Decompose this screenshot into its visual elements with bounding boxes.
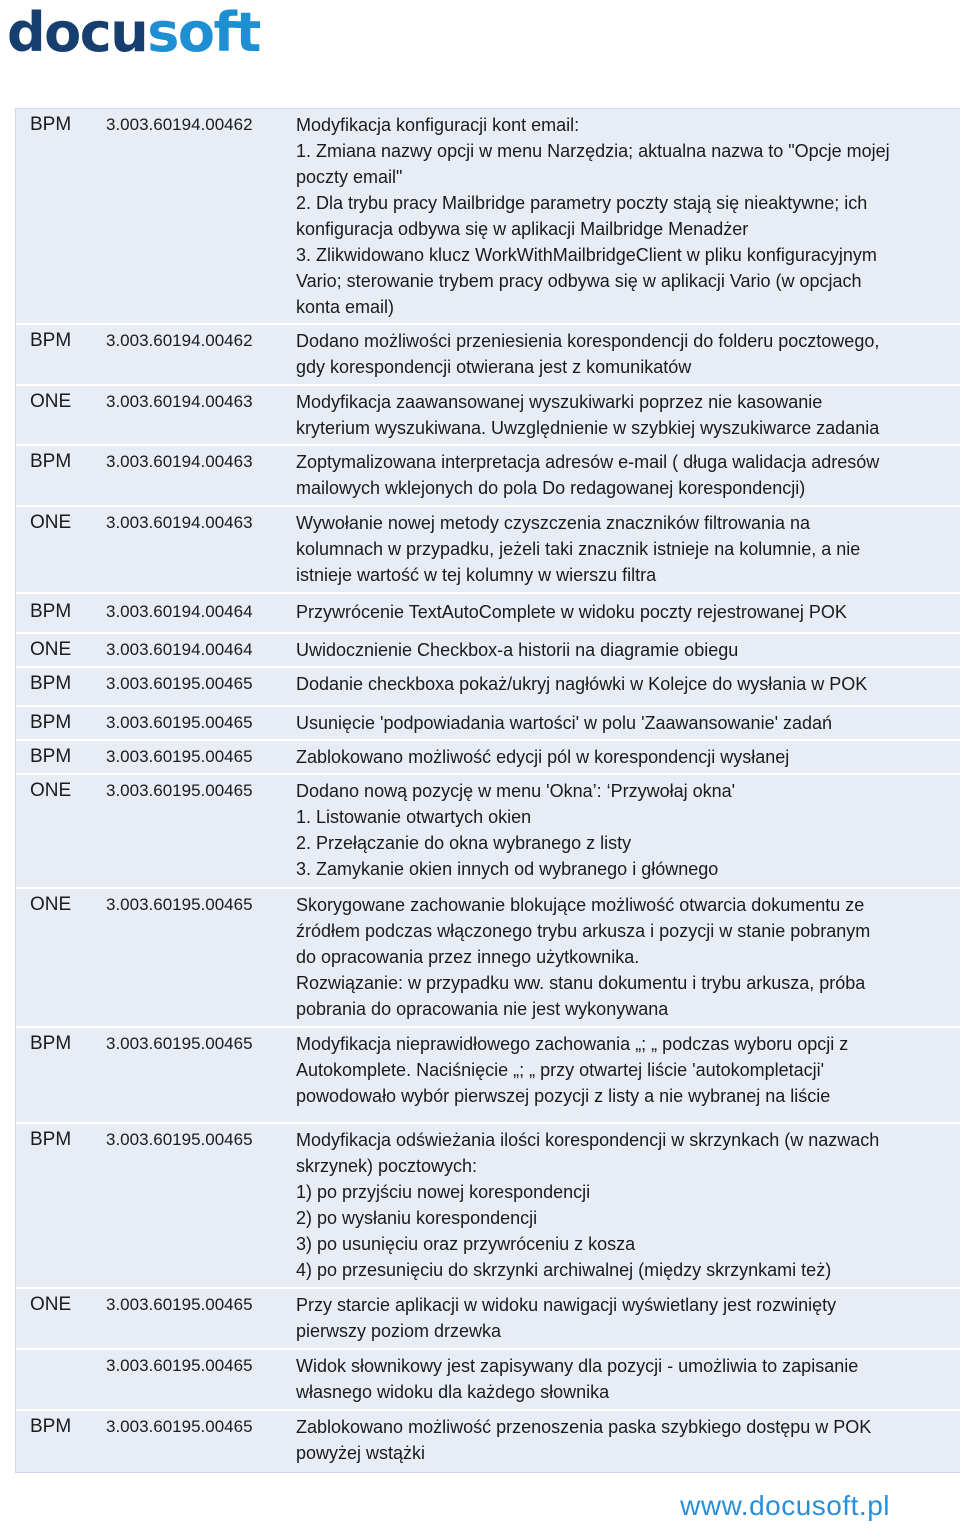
version-cell: 3.003.60194.00463 (106, 386, 296, 444)
version-cell: 3.003.60195.00465 (106, 889, 296, 1026)
product-cell: BPM (16, 707, 106, 739)
product-cell (16, 1350, 106, 1409)
description-line: własnego widoku dla każdego słownika (296, 1382, 610, 1402)
description-cell (296, 446, 960, 505)
table-row (16, 1026, 960, 1122)
description-line: Uwidocznienie Checkbox-a historii na diagramie obiegu (296, 640, 739, 660)
description-cell (296, 889, 960, 1026)
version-cell: 3.003.60194.00463 (106, 507, 296, 592)
product-cell: BPM (16, 741, 106, 773)
table-row (16, 384, 960, 444)
product-cell: BPM (16, 1124, 106, 1287)
table-row (16, 505, 960, 592)
description-line: 4) po przesunięciu do skrzynki archiwalnej (między skrzynkami też) (296, 1260, 832, 1280)
description-line: pobrania do opracowania nie jest wykonywana (296, 999, 669, 1019)
description-cell (296, 1028, 960, 1122)
version-cell: 3.003.60195.00465 (106, 1411, 296, 1472)
description-line: do opracowania przez innego użytkownika. (296, 947, 640, 967)
description-cell (296, 741, 960, 773)
description-line: Skorygowane zachowanie blokujące możliwość otwarcia dokumentu ze (296, 895, 865, 915)
description-line: gdy korespondencji otwierana jest z komunikatów (296, 357, 692, 377)
changelog-table (15, 108, 960, 1473)
version-cell: 3.003.60195.00465 (106, 1124, 296, 1287)
version-cell: 3.003.60195.00465 (106, 775, 296, 887)
description-line: 1. Zmiana nazwy opcji w menu Narzędzia; aktualna nazwa to "Opcje mojej (296, 141, 890, 161)
table-row (16, 666, 960, 705)
description-line: skrzynek) pocztowych: (296, 1156, 478, 1176)
description-line: Modyfikacja konfiguracji kont email: (296, 115, 580, 135)
description-line: 2. Dla trybu pracy Mailbridge parametry poczty stają się nieaktywne; ich (296, 193, 868, 213)
description-line: 1. Listowanie otwartych okien (296, 807, 532, 827)
version-cell: 3.003.60194.00463 (106, 446, 296, 505)
table-row (16, 1122, 960, 1287)
table-row (16, 1287, 960, 1348)
description-line: 3) po usunięciu oraz przywróceniu z kosza (296, 1234, 636, 1254)
description-line: Dodano nową pozycję w menu 'Okna’: ‘Przywołaj okna' (296, 781, 736, 801)
description-line: kolumnach w przypadku, jeżeli taki znacznik istnieje na kolumnie, a nie (296, 539, 861, 559)
description-line: Wywołanie nowej metody czyszczenia znaczników filtrowania na (296, 513, 811, 533)
table-row (16, 592, 960, 632)
description-cell (296, 707, 960, 739)
version-cell: 3.003.60194.00464 (106, 594, 296, 632)
description-line: źródłem podczas włączonego trybu arkusza i pozycji w stanie pobranym (296, 921, 871, 941)
product-cell: ONE (16, 386, 106, 444)
table-row (16, 773, 960, 887)
product-cell: ONE (16, 507, 106, 592)
description-line: konfiguracja odbywa się w aplikacji Mailbridge Menadżer (296, 219, 749, 239)
description-line: powyżej wstążki (296, 1443, 426, 1463)
table-row (16, 887, 960, 1026)
description-line: Rozwiązanie: w przypadku ww. stanu dokumentu i trybu arkusza, próba (296, 973, 866, 993)
table-row (16, 739, 960, 773)
description-line: Modyfikacja zaawansowanej wyszukiwarki poprzez nie kasowanie (296, 392, 823, 412)
product-cell: BPM (16, 1411, 106, 1472)
table-row (16, 444, 960, 505)
product-cell: BPM (16, 325, 106, 384)
docusoft-logo (7, 2, 260, 64)
description-cell (296, 507, 960, 592)
logo-part-soft: soft (147, 1, 260, 64)
product-cell: BPM (16, 446, 106, 505)
description-cell (296, 668, 960, 705)
description-line: 2) po wysłaniu korespondencji (296, 1208, 538, 1228)
description-line: 1) po przyjściu nowej korespondencji (296, 1182, 591, 1202)
version-cell: 3.003.60195.00465 (106, 1028, 296, 1122)
description-line: Vario; sterowanie trybem pracy odbywa się w aplikacji Vario (w opcjach (296, 271, 862, 291)
version-cell: 3.003.60194.00462 (106, 109, 296, 323)
description-cell (296, 386, 960, 444)
description-line: 3. Zlikwidowano klucz WorkWithMailbridgeClient w pliku konfiguracyjnym (296, 245, 877, 265)
description-cell (296, 1289, 960, 1348)
description-cell (296, 1124, 960, 1287)
table-row (16, 1348, 960, 1409)
description-line: 3. Zamykanie okien innych od wybranego i głównego (296, 859, 719, 879)
description-line: 2. Przełączanie do okna wybranego z listy (296, 833, 632, 853)
footer-website-url[interactable]: www.docusoft.pl (680, 1490, 890, 1521)
product-cell: ONE (16, 889, 106, 1026)
product-cell: BPM (16, 1028, 106, 1122)
product-cell: ONE (16, 634, 106, 666)
description-cell (296, 634, 960, 666)
product-cell: ONE (16, 775, 106, 887)
product-cell: BPM (16, 109, 106, 323)
description-line: Modyfikacja odświeżania ilości korespondencji w skrzynkach (w nazwach (296, 1130, 880, 1150)
description-line: Zablokowano możliwość edycji pól w korespondencji wysłanej (296, 747, 790, 767)
description-cell (296, 1350, 960, 1409)
description-line: Przy starcie aplikacji w widoku nawigacji wyświetlany jest rozwinięty (296, 1295, 837, 1315)
version-cell: 3.003.60195.00465 (106, 668, 296, 705)
description-cell (296, 775, 960, 887)
description-cell (296, 109, 960, 323)
table-row (16, 705, 960, 739)
table-row (16, 1409, 960, 1472)
table-row (16, 109, 960, 323)
description-line: pierwszy poziom drzewka (296, 1321, 502, 1341)
table-row (16, 632, 960, 666)
description-line: poczty email" (296, 167, 403, 187)
description-line: kryterium wyszukiwana. Uwzględnienie w szybkiej wyszukiwarce zadania (296, 418, 880, 438)
version-cell: 3.003.60194.00462 (106, 325, 296, 384)
description-line: Usunięcie 'podpowiadania wartości' w polu 'Zaawansowanie' zadań (296, 713, 833, 733)
description-cell (296, 1411, 960, 1472)
version-cell: 3.003.60195.00465 (106, 741, 296, 773)
description-line: Zablokowano możliwość przenoszenia paska szybkiego dostępu w POK (296, 1417, 872, 1437)
product-cell: BPM (16, 594, 106, 632)
description-line: istnieje wartość w tej kolumny w wierszu filtra (296, 565, 657, 585)
description-line: Autokomplete. Naciśnięcie „; „ przy otwartej liście 'autokompletacji' (296, 1060, 825, 1080)
product-cell: ONE (16, 1289, 106, 1348)
description-line: konta email) (296, 297, 395, 317)
description-cell (296, 325, 960, 384)
description-line: Dodanie checkboxa pokaż/ukryj nagłówki w Kolejce do wysłania w POK (296, 674, 868, 694)
description-line: Zoptymalizowana interpretacja adresów e-mail ( długa walidacja adresów (296, 452, 880, 472)
table-row (16, 323, 960, 384)
description-line: Modyfikacja nieprawidłowego zachowania „; „ podczas wyboru opcji z (296, 1034, 849, 1054)
description-line: Przywrócenie TextAutoComplete w widoku poczty rejestrowanej POK (296, 602, 847, 622)
description-line: Widok słownikowy jest zapisywany dla pozycji - umożliwia to zapisanie (296, 1356, 859, 1376)
version-cell: 3.003.60195.00465 (106, 1289, 296, 1348)
description-cell (296, 594, 960, 632)
logo-part-docu: docu (7, 1, 148, 64)
description-line: powodowało wybór pierwszej pozycji z listy a nie wybranej na liście (296, 1086, 831, 1106)
version-cell: 3.003.60195.00465 (106, 707, 296, 739)
description-line: Dodano możliwości przeniesienia korespondencji do folderu pocztowego, (296, 331, 880, 351)
product-cell: BPM (16, 668, 106, 705)
description-line: mailowych wklejonych do pola Do redagowanej korespondencji) (296, 478, 806, 498)
version-cell: 3.003.60194.00464 (106, 634, 296, 666)
version-cell: 3.003.60195.00465 (106, 1350, 296, 1409)
